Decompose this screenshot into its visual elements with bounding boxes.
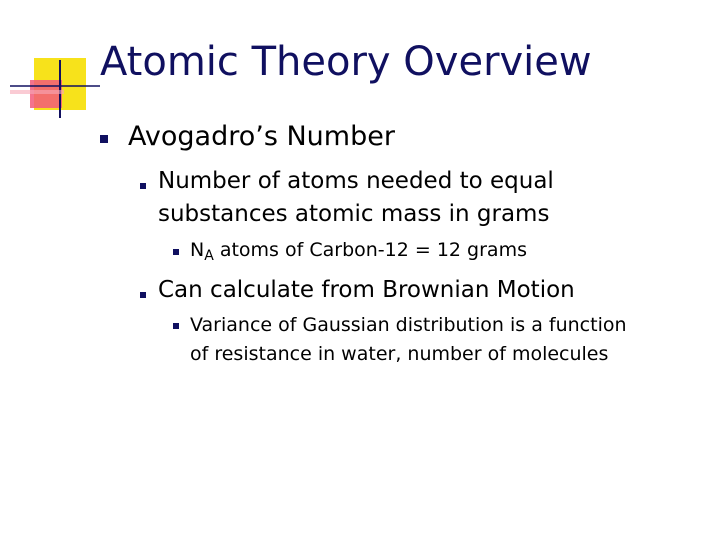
bullet-variance-line2: of resistance in water, number of molecules [190, 343, 609, 365]
bullet-square-icon [173, 249, 179, 255]
bullet-number-of-atoms-line2: substances atomic mass in grams [158, 201, 550, 227]
na-rest: atoms of Carbon-12 = 12 grams [213, 239, 527, 261]
bullet-square-icon [140, 183, 146, 189]
slide-title: Atomic Theory Overview [100, 39, 592, 85]
na-prefix: N [190, 239, 205, 261]
bullet-number-of-atoms-line1: Number of atoms needed to equal [158, 168, 554, 194]
bullet-square-icon [173, 323, 179, 329]
bullet-brownian-motion: Can calculate from Brownian Motion [158, 277, 575, 303]
bullet-na-carbon-12 [190, 236, 527, 271]
na-subscript: A [204, 248, 214, 264]
bullet-square-icon [100, 135, 108, 143]
bullet-variance-line1: Variance of Gaussian distribution is a function [190, 314, 627, 336]
crosshair-logo-icon [0, 0, 110, 130]
bullet-square-icon [140, 292, 146, 298]
bullet-avogadro-number: Avogadro’s Number [128, 121, 395, 152]
